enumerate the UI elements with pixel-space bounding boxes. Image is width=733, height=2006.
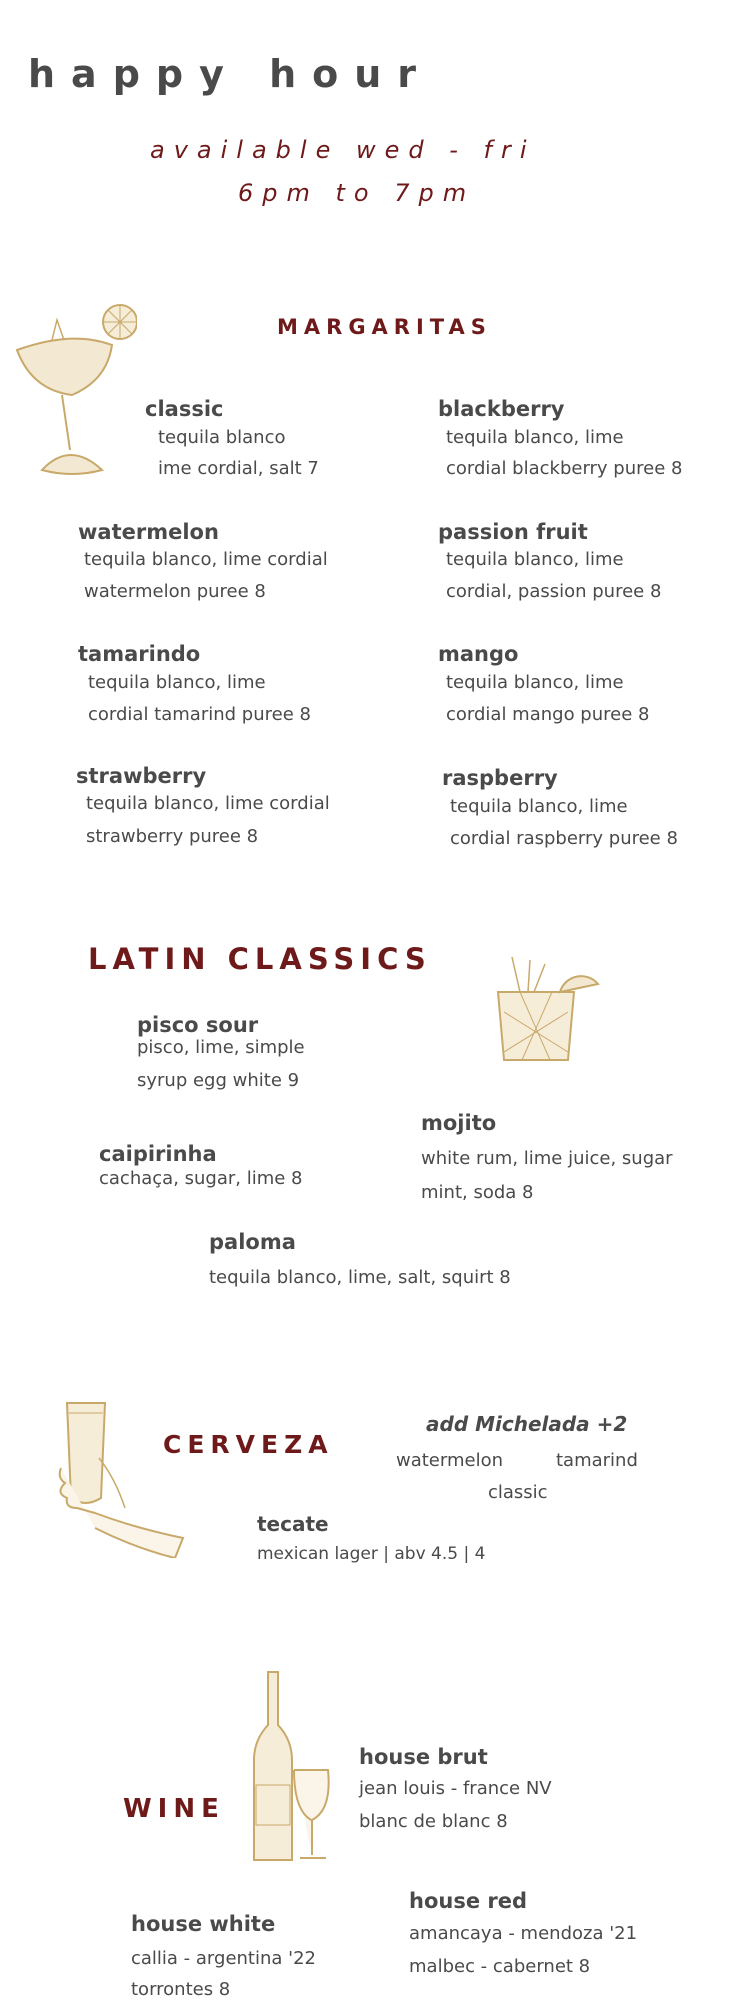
menu-item-name: tamarindo	[78, 642, 201, 666]
menu-item-name: blackberry	[438, 397, 565, 421]
menu-item-name: watermelon	[78, 520, 219, 544]
menu-item-name: house red	[409, 1889, 528, 1913]
menu-item-name: passion fruit	[438, 520, 588, 544]
menu-item-name: house white	[131, 1912, 276, 1936]
menu-item-desc: strawberry puree 8	[86, 826, 259, 847]
menu-item-desc: tequila blanco, lime	[446, 427, 624, 448]
menu-item-name: pisco sour	[137, 1013, 259, 1037]
cocktail-glass-illustration	[490, 952, 600, 1067]
menu-item-name: house brut	[359, 1745, 488, 1769]
menu-item-name: mango	[438, 642, 519, 666]
michelada-option: classic	[488, 1482, 548, 1503]
menu-item-desc: amancaya - mendoza '21	[409, 1923, 638, 1944]
menu-item-desc: ime cordial, salt 7	[158, 458, 319, 479]
section-title-latin-classics: LATIN CLASSICS	[88, 942, 432, 976]
menu-item-desc: callia - argentina '22	[131, 1948, 316, 1969]
menu-item-name: paloma	[209, 1230, 296, 1254]
beer-glass-hand-illustration	[55, 1398, 190, 1558]
section-title-margaritas: MARGARITAS	[277, 315, 492, 339]
section-title-cerveza: CERVEZA	[163, 1430, 334, 1459]
menu-item-desc: tequila blanco, lime, salt, squirt 8	[209, 1267, 511, 1288]
menu-item-desc: pisco, lime, simple	[137, 1037, 305, 1058]
menu-item-desc: jean louis - france NV	[359, 1778, 552, 1799]
margarita-glass-illustration	[12, 300, 137, 480]
menu-item-desc: mint, soda 8	[421, 1182, 534, 1203]
michelada-option: tamarind	[556, 1450, 638, 1471]
menu-item-desc: tequila blanco	[158, 427, 286, 448]
michelada-option: watermelon	[396, 1450, 503, 1471]
menu-item-name: caipirinha	[99, 1142, 217, 1166]
menu-item-desc: cordial mango puree 8	[446, 704, 650, 725]
menu-item-desc: watermelon puree 8	[84, 581, 266, 602]
menu-item-desc: syrup egg white 9	[137, 1070, 300, 1091]
wine-bottle-glass-illustration	[250, 1670, 335, 1865]
menu-item-desc: tequila blanco, lime	[450, 796, 628, 817]
menu-item-desc: malbec - cabernet 8	[409, 1956, 591, 1977]
michelada-addon-label: add Michelada +2	[426, 1412, 628, 1436]
menu-item-desc: cordial blackberry puree 8	[446, 458, 683, 479]
menu-item-desc: mexican lager | abv 4.5 | 4	[257, 1544, 486, 1564]
menu-item-desc: cachaça, sugar, lime 8	[99, 1168, 303, 1189]
menu-item-desc: cordial tamarind puree 8	[88, 704, 311, 725]
availability-time: 6pm to 7pm	[238, 179, 476, 207]
menu-item-desc: blanc de blanc 8	[359, 1811, 508, 1832]
menu-item-desc: cordial, passion puree 8	[446, 581, 662, 602]
menu-item-desc: tequila blanco, lime cordial	[86, 793, 330, 814]
page-title: happy hour	[28, 52, 433, 96]
menu-item-desc: white rum, lime juice, sugar	[421, 1148, 673, 1169]
menu-item-name: mojito	[421, 1111, 497, 1135]
availability-days: available wed - fri	[150, 136, 536, 164]
menu-item-desc: tequila blanco, lime cordial	[84, 549, 328, 570]
menu-item-desc: cordial raspberry puree 8	[450, 828, 678, 849]
menu-item-desc: torrontes 8	[131, 1979, 231, 2000]
menu-item-desc: tequila blanco, lime	[446, 672, 624, 693]
menu-item-desc: tequila blanco, lime	[88, 672, 266, 693]
menu-item-name: classic	[145, 397, 224, 421]
section-title-wine: WINE	[123, 1794, 225, 1824]
menu-item-desc: tequila blanco, lime	[446, 549, 624, 570]
menu-item-name: strawberry	[76, 764, 207, 788]
menu-item-name: raspberry	[442, 766, 558, 790]
menu-item-name: tecate	[257, 1512, 329, 1536]
